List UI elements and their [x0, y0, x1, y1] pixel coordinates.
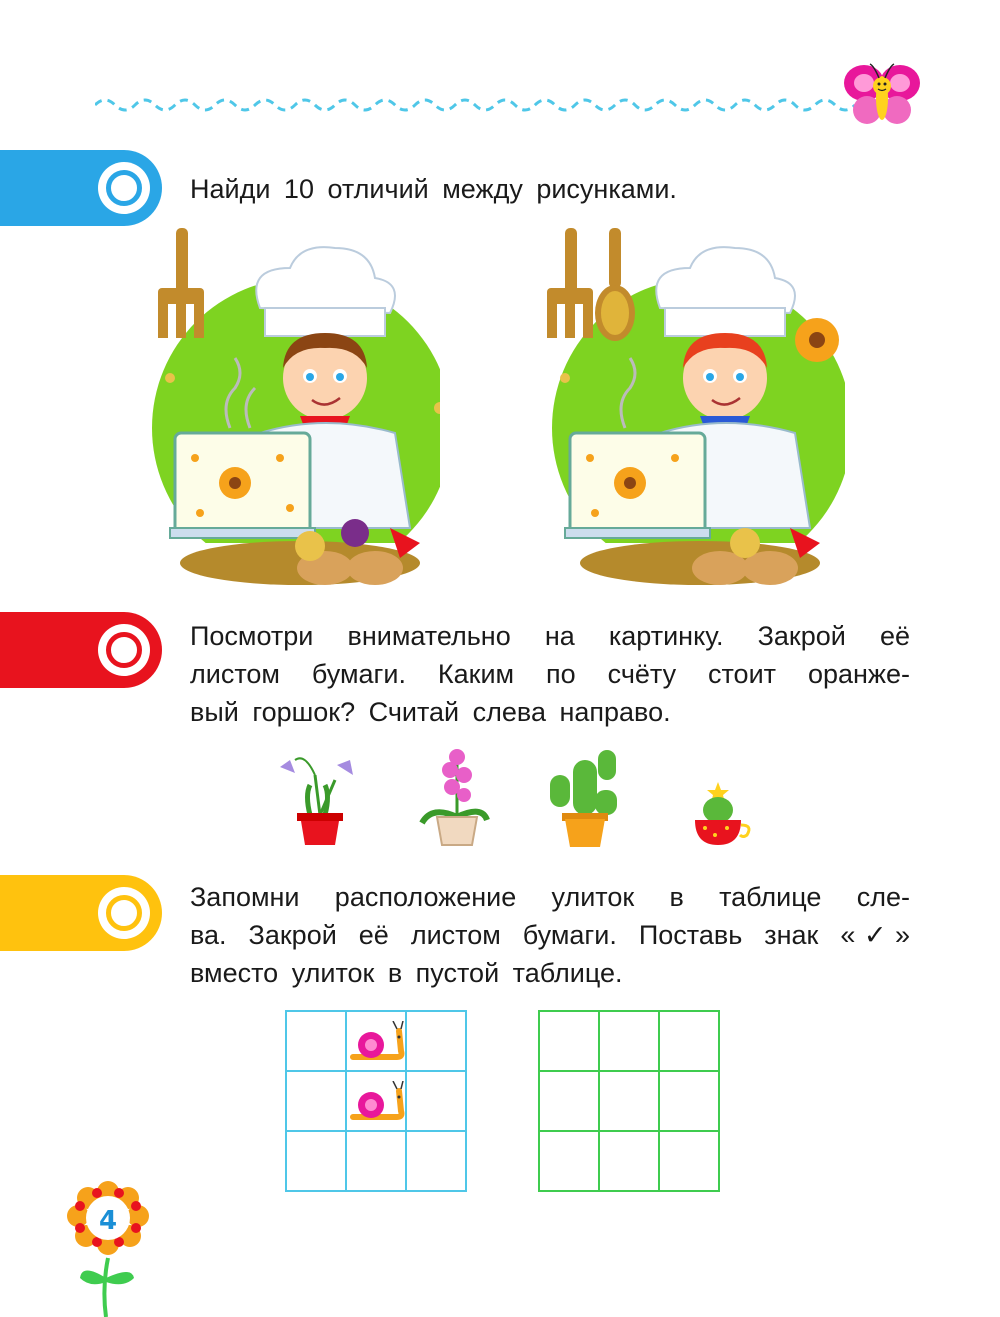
snail-table: [285, 1010, 467, 1192]
fork-icon: [158, 228, 204, 338]
table-cell[interactable]: [599, 1011, 659, 1071]
table-cell: [286, 1071, 346, 1131]
task-1-line: Найди 10 отличий между рисунками.: [190, 174, 677, 204]
task-3-line: вместо улиток в пустой таблице.: [190, 958, 623, 988]
page-number: 4: [98, 1206, 118, 1236]
table-cell[interactable]: [599, 1131, 659, 1191]
task-marker-red: [0, 612, 162, 688]
task-3-text: [190, 878, 910, 992]
table-cell[interactable]: [539, 1011, 599, 1071]
table-cell: [346, 1131, 406, 1191]
table-cell[interactable]: [659, 1011, 719, 1071]
task-marker-blue: [0, 150, 162, 226]
table-cell: [346, 1071, 406, 1131]
flower-pot-2: [412, 745, 502, 850]
chef-picture-left: [150, 228, 440, 588]
table-cell: [406, 1071, 466, 1131]
task-marker-yellow: [0, 875, 162, 951]
snail-icon: [349, 1081, 405, 1123]
task-2-text: [190, 617, 910, 731]
flower-pot-1: [275, 755, 365, 850]
table-cell[interactable]: [599, 1071, 659, 1131]
task-2-line: листом бумаги. Каким по счёту стоит оранже-: [190, 659, 910, 689]
decorative-wave-line: [95, 90, 855, 120]
task-3-line: Запомни расположение улиток в таблице сле-: [190, 882, 910, 912]
task-3-line: ва. Закрой её листом бумаги. Поставь знак «✓»: [190, 920, 910, 950]
table-cell: [286, 1131, 346, 1191]
table-cell: [346, 1011, 406, 1071]
butterfly-icon: [842, 58, 922, 133]
task-2-line: вый горшок? Считай слева направо.: [190, 697, 671, 727]
chef-picture-right: [545, 228, 845, 588]
flower-pot-3: [540, 745, 630, 850]
fork-icon: [547, 228, 593, 338]
page-number-flower-icon: [62, 1178, 157, 1317]
table-cell[interactable]: [539, 1131, 599, 1191]
table-cell[interactable]: [659, 1131, 719, 1191]
empty-table: [538, 1010, 720, 1192]
flower-pot-4: [685, 780, 755, 850]
snail-icon: [349, 1021, 405, 1063]
table-cell: [286, 1011, 346, 1071]
task-1-text: [190, 170, 910, 208]
table-cell[interactable]: [539, 1071, 599, 1131]
flower-icon: [795, 318, 839, 362]
spoon-icon: [595, 228, 635, 341]
task-2-line: Посмотри внимательно на картинку. Закрой её: [190, 621, 910, 651]
table-cell[interactable]: [659, 1071, 719, 1131]
table-cell: [406, 1131, 466, 1191]
table-cell: [406, 1011, 466, 1071]
